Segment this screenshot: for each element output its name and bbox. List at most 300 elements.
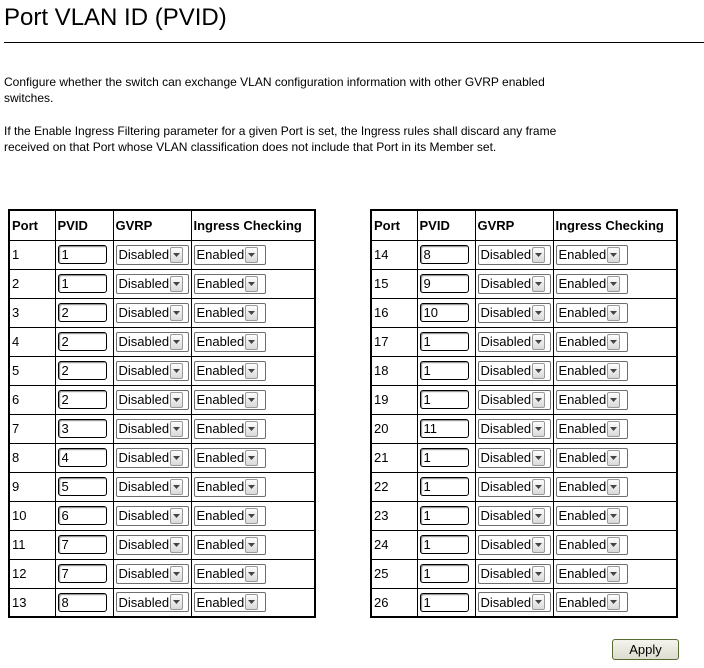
pvid-cell: [417, 443, 475, 472]
ingress-checking-value: Enabled: [196, 334, 245, 349]
gvrp-value: Disabled: [480, 392, 532, 407]
column-header-gvrp: GVRP: [113, 210, 191, 240]
gvrp-value: Disabled: [480, 247, 532, 262]
ingress-checking-value: Enabled: [196, 594, 245, 610]
pvid-input[interactable]: [58, 535, 107, 554]
chevron-down-icon[interactable]: [607, 450, 620, 466]
gvrp-select[interactable]: [116, 477, 189, 497]
ingress-cell: [191, 443, 315, 472]
pvid-input[interactable]: [420, 390, 469, 409]
port-number: 26: [371, 588, 417, 617]
table-row: [9, 385, 315, 414]
pvid-input[interactable]: [420, 506, 469, 525]
chevron-down-icon[interactable]: [532, 537, 545, 553]
ingress-cell: [553, 588, 677, 617]
chevron-down-icon[interactable]: [532, 305, 545, 321]
gvrp-cell: [113, 588, 191, 617]
port-number: 22: [371, 472, 417, 501]
gvrp-select[interactable]: [116, 564, 189, 584]
pvid-cell: [55, 472, 113, 501]
table-row: [371, 559, 677, 588]
table-row: [371, 501, 677, 530]
table-row: [9, 472, 315, 501]
ingress-cell: [191, 501, 315, 530]
chevron-down-icon[interactable]: [532, 566, 545, 582]
port-number: 16: [371, 298, 417, 327]
ingress-checking-select[interactable]: [194, 564, 266, 584]
ingress-checking-value: Enabled: [196, 479, 245, 494]
gvrp-value: Disabled: [480, 363, 532, 378]
pvid-input[interactable]: [420, 564, 469, 583]
gvrp-value: Disabled: [118, 392, 170, 407]
ingress-checking-select[interactable]: [194, 303, 266, 323]
port-number: 11: [9, 530, 55, 559]
table-row: [371, 414, 677, 443]
ingress-checking-value: Enabled: [558, 537, 607, 552]
pvid-cell: [55, 501, 113, 530]
gvrp-select[interactable]: [116, 448, 189, 468]
pvid-cell: [55, 530, 113, 559]
chevron-down-icon[interactable]: [170, 363, 183, 379]
chevron-down-icon[interactable]: [532, 247, 545, 263]
chevron-down-icon[interactable]: [532, 392, 545, 408]
gvrp-select[interactable]: [478, 332, 551, 352]
ingress-checking-select[interactable]: [556, 477, 628, 497]
gvrp-cell: [113, 327, 191, 356]
gvrp-select[interactable]: [116, 535, 189, 555]
pvid-input[interactable]: [420, 274, 469, 293]
pvid-input[interactable]: [420, 535, 469, 554]
chevron-down-icon[interactable]: [607, 479, 620, 495]
port-number: 1: [9, 240, 55, 269]
gvrp-cell: [113, 385, 191, 414]
port-number: 12: [9, 559, 55, 588]
ingress-checking-select[interactable]: [194, 274, 266, 294]
ingress-checking-value: Enabled: [558, 392, 607, 407]
gvrp-value: Disabled: [118, 334, 170, 349]
column-header-port: Port: [9, 210, 55, 240]
table-row: [371, 472, 677, 501]
gvrp-value: Disabled: [480, 334, 532, 349]
chevron-down-icon[interactable]: [607, 421, 620, 437]
gvrp-value: Disabled: [480, 479, 532, 494]
table-row: [9, 530, 315, 559]
ingress-cell: [553, 443, 677, 472]
gvrp-cell: [475, 385, 553, 414]
gvrp-select[interactable]: [116, 332, 189, 352]
chevron-down-icon[interactable]: [532, 450, 545, 466]
gvrp-cell: [113, 443, 191, 472]
ingress-checking-select[interactable]: [194, 535, 266, 555]
gvrp-select[interactable]: [478, 390, 551, 410]
pvid-cell: [55, 559, 113, 588]
gvrp-select[interactable]: [478, 419, 551, 439]
pvid-cell: [55, 356, 113, 385]
gvrp-value: Disabled: [118, 594, 170, 610]
column-header-ingress-checking: Ingress Checking: [553, 210, 677, 240]
port-number: 5: [9, 356, 55, 385]
port-number: 15: [371, 269, 417, 298]
title-divider: [4, 42, 704, 43]
pvid-table-right: [370, 209, 678, 618]
ingress-checking-value: Enabled: [196, 392, 245, 407]
ingress-checking-value: Enabled: [196, 508, 245, 523]
chevron-down-icon[interactable]: [245, 479, 258, 495]
chevron-down-icon[interactable]: [245, 566, 258, 582]
table-header-row: [371, 210, 677, 240]
gvrp-cell: [475, 530, 553, 559]
pvid-input[interactable]: [58, 419, 107, 438]
ingress-cell: [553, 327, 677, 356]
ingress-checking-value: Enabled: [558, 508, 607, 523]
gvrp-value: Disabled: [118, 479, 170, 494]
pvid-cell: [417, 501, 475, 530]
ingress-checking-select[interactable]: [556, 361, 628, 381]
gvrp-cell: [113, 414, 191, 443]
ingress-checking-select[interactable]: [194, 592, 266, 612]
chevron-down-icon[interactable]: [170, 508, 183, 524]
ingress-checking-value: Enabled: [558, 479, 607, 494]
pvid-input[interactable]: [420, 361, 469, 380]
chevron-down-icon[interactable]: [170, 479, 183, 495]
pvid-input[interactable]: [420, 303, 469, 322]
table-row: [9, 327, 315, 356]
gvrp-select[interactable]: [116, 592, 189, 612]
pvid-cell: [417, 298, 475, 327]
pvid-input[interactable]: [58, 390, 107, 409]
chevron-down-icon[interactable]: [532, 508, 545, 524]
ingress-cell: [553, 559, 677, 588]
ingress-checking-select[interactable]: [556, 506, 628, 526]
ingress-checking-value: Enabled: [196, 247, 245, 262]
gvrp-select[interactable]: [116, 390, 189, 410]
gvrp-value: Disabled: [480, 305, 532, 320]
ingress-checking-value: Enabled: [558, 276, 607, 291]
table-row: [371, 385, 677, 414]
table-header-row: [9, 210, 315, 240]
table-row: [9, 414, 315, 443]
ingress-checking-value: Enabled: [196, 421, 245, 436]
gvrp-value: Disabled: [118, 421, 170, 436]
ingress-checking-value: Enabled: [196, 276, 245, 291]
pvid-input[interactable]: [58, 448, 107, 467]
column-header-pvid: PVID: [55, 210, 113, 240]
chevron-down-icon[interactable]: [532, 479, 545, 495]
gvrp-select[interactable]: [116, 274, 189, 294]
chevron-down-icon[interactable]: [170, 537, 183, 553]
chevron-down-icon[interactable]: [245, 450, 258, 466]
ingress-checking-select[interactable]: [556, 332, 628, 352]
gvrp-value: Disabled: [480, 508, 532, 523]
ingress-cell: [191, 327, 315, 356]
ingress-checking-value: Enabled: [558, 334, 607, 349]
gvrp-value: Disabled: [118, 247, 170, 262]
chevron-down-icon[interactable]: [532, 334, 545, 350]
gvrp-select[interactable]: [478, 303, 551, 323]
ingress-checking-select[interactable]: [556, 419, 628, 439]
pvid-cell: [55, 298, 113, 327]
port-number: 2: [9, 269, 55, 298]
port-number: 13: [9, 588, 55, 617]
table-row: [371, 327, 677, 356]
gvrp-value: Disabled: [118, 566, 170, 581]
chevron-down-icon[interactable]: [245, 276, 258, 292]
table-row: [9, 298, 315, 327]
gvrp-cell: [475, 269, 553, 298]
gvrp-select[interactable]: [478, 535, 551, 555]
chevron-down-icon[interactable]: [245, 421, 258, 437]
gvrp-value: Disabled: [480, 566, 532, 581]
chevron-down-icon[interactable]: [170, 566, 183, 582]
ingress-checking-select[interactable]: [194, 361, 266, 381]
pvid-input[interactable]: [58, 245, 107, 264]
ingress-checking-value: Enabled: [196, 537, 245, 552]
chevron-down-icon[interactable]: [245, 537, 258, 553]
pvid-cell: [417, 472, 475, 501]
gvrp-select[interactable]: [478, 477, 551, 497]
gvrp-value: Disabled: [480, 276, 532, 291]
gvrp-cell: [113, 240, 191, 269]
chevron-down-icon[interactable]: [607, 594, 620, 610]
column-header-port: Port: [371, 210, 417, 240]
pvid-input[interactable]: [58, 593, 107, 612]
chevron-down-icon[interactable]: [170, 334, 183, 350]
gvrp-value: Disabled: [480, 537, 532, 552]
apply-button[interactable]: Apply: [612, 639, 679, 660]
chevron-down-icon[interactable]: [170, 594, 183, 610]
ingress-cell: [553, 385, 677, 414]
port-number: 6: [9, 385, 55, 414]
port-number: 9: [9, 472, 55, 501]
pvid-cell: [417, 269, 475, 298]
chevron-down-icon[interactable]: [170, 276, 183, 292]
pvid-input[interactable]: [420, 419, 469, 438]
gvrp-cell: [475, 501, 553, 530]
ingress-checking-value: Enabled: [558, 421, 607, 436]
port-number: 10: [9, 501, 55, 530]
gvrp-cell: [475, 472, 553, 501]
pvid-cell: [55, 327, 113, 356]
table-row: [371, 588, 677, 617]
pvid-input[interactable]: [420, 332, 469, 351]
port-number: 23: [371, 501, 417, 530]
ingress-checking-select[interactable]: [194, 448, 266, 468]
chevron-down-icon[interactable]: [245, 508, 258, 524]
chevron-down-icon[interactable]: [245, 392, 258, 408]
ingress-checking-select[interactable]: [556, 535, 628, 555]
ingress-cell: [553, 501, 677, 530]
table-row: [9, 240, 315, 269]
ingress-cell: [191, 298, 315, 327]
gvrp-select[interactable]: [116, 419, 189, 439]
gvrp-select[interactable]: [478, 274, 551, 294]
chevron-down-icon[interactable]: [245, 594, 258, 610]
chevron-down-icon[interactable]: [245, 305, 258, 321]
table-row: [9, 269, 315, 298]
ingress-checking-select[interactable]: [194, 245, 266, 265]
gvrp-value: Disabled: [480, 594, 532, 610]
gvrp-select[interactable]: [116, 245, 189, 265]
gvrp-cell: [113, 559, 191, 588]
chevron-down-icon[interactable]: [245, 247, 258, 263]
port-number: 19: [371, 385, 417, 414]
ingress-cell: [191, 472, 315, 501]
ingress-cell: [191, 240, 315, 269]
ingress-cell: [553, 530, 677, 559]
chevron-down-icon[interactable]: [607, 566, 620, 582]
ingress-checking-value: Enabled: [558, 594, 607, 610]
ingress-cell: [553, 240, 677, 269]
table-row: [9, 588, 315, 617]
chevron-down-icon[interactable]: [607, 276, 620, 292]
chevron-down-icon[interactable]: [532, 276, 545, 292]
pvid-cell: [417, 530, 475, 559]
gvrp-cell: [475, 356, 553, 385]
ingress-checking-value: Enabled: [558, 566, 607, 581]
gvrp-cell: [113, 269, 191, 298]
pvid-input[interactable]: [420, 477, 469, 496]
pvid-input[interactable]: [58, 506, 107, 525]
gvrp-select[interactable]: [478, 592, 551, 612]
column-header-ingress-checking: Ingress Checking: [191, 210, 315, 240]
ingress-checking-select[interactable]: [556, 245, 628, 265]
ingress-cell: [553, 269, 677, 298]
ingress-checking-value: Enabled: [558, 305, 607, 320]
column-header-gvrp: GVRP: [475, 210, 553, 240]
ingress-cell: [191, 559, 315, 588]
chevron-down-icon[interactable]: [245, 363, 258, 379]
gvrp-cell: [475, 588, 553, 617]
ingress-checking-select[interactable]: [556, 390, 628, 410]
gvrp-cell: [475, 327, 553, 356]
table-row: [371, 269, 677, 298]
gvrp-cell: [475, 240, 553, 269]
column-header-pvid: PVID: [417, 210, 475, 240]
ingress-checking-select[interactable]: [556, 592, 628, 612]
port-number: 3: [9, 298, 55, 327]
ingress-checking-value: Enabled: [196, 305, 245, 320]
pvid-input[interactable]: [58, 361, 107, 380]
chevron-down-icon[interactable]: [607, 537, 620, 553]
table-row: [9, 443, 315, 472]
ingress-checking-select[interactable]: [194, 332, 266, 352]
ingress-cell: [191, 356, 315, 385]
pvid-cell: [417, 327, 475, 356]
table-row: [9, 559, 315, 588]
gvrp-cell: [113, 298, 191, 327]
table-row: [371, 356, 677, 385]
chevron-down-icon[interactable]: [532, 363, 545, 379]
chevron-down-icon[interactable]: [607, 508, 620, 524]
pvid-cell: [55, 443, 113, 472]
ingress-checking-value: Enabled: [558, 363, 607, 378]
chevron-down-icon[interactable]: [607, 334, 620, 350]
pvid-input[interactable]: [420, 245, 469, 264]
table-row: [371, 443, 677, 472]
ingress-cell: [553, 298, 677, 327]
chevron-down-icon[interactable]: [607, 305, 620, 321]
table-row: [9, 356, 315, 385]
gvrp-select[interactable]: [478, 506, 551, 526]
chevron-down-icon[interactable]: [607, 247, 620, 263]
pvid-input[interactable]: [420, 448, 469, 467]
pvid-input[interactable]: [58, 477, 107, 496]
port-number: 7: [9, 414, 55, 443]
chevron-down-icon[interactable]: [170, 421, 183, 437]
ingress-checking-select[interactable]: [194, 477, 266, 497]
port-number: 14: [371, 240, 417, 269]
pvid-input[interactable]: [58, 332, 107, 351]
ingress-checking-select[interactable]: [556, 448, 628, 468]
ingress-cell: [553, 356, 677, 385]
ingress-checking-select[interactable]: [194, 419, 266, 439]
pvid-cell: [417, 414, 475, 443]
gvrp-cell: [475, 559, 553, 588]
gvrp-select[interactable]: [478, 361, 551, 381]
ingress-checking-value: Enabled: [558, 247, 607, 262]
gvrp-cell: [475, 298, 553, 327]
gvrp-select[interactable]: [478, 448, 551, 468]
ingress-cell: [553, 414, 677, 443]
chevron-down-icon[interactable]: [607, 392, 620, 408]
gvrp-select[interactable]: [116, 506, 189, 526]
port-number: 17: [371, 327, 417, 356]
gvrp-cell: [475, 414, 553, 443]
gvrp-select[interactable]: [116, 303, 189, 323]
pvid-input[interactable]: [420, 593, 469, 612]
pvid-cell: [55, 414, 113, 443]
gvrp-select[interactable]: [116, 361, 189, 381]
gvrp-value: Disabled: [118, 276, 170, 291]
gvrp-value: Disabled: [480, 421, 532, 436]
chevron-down-icon[interactable]: [532, 594, 545, 610]
ingress-checking-value: Enabled: [558, 450, 607, 465]
ingress-checking-select[interactable]: [556, 303, 628, 323]
gvrp-select[interactable]: [478, 245, 551, 265]
gvrp-select[interactable]: [478, 564, 551, 584]
chevron-down-icon[interactable]: [170, 305, 183, 321]
chevron-down-icon[interactable]: [607, 363, 620, 379]
port-number: 18: [371, 356, 417, 385]
table-row: [9, 501, 315, 530]
chevron-down-icon[interactable]: [170, 450, 183, 466]
port-number: 25: [371, 559, 417, 588]
port-number: 4: [9, 327, 55, 356]
gvrp-value: Disabled: [118, 305, 170, 320]
chevron-down-icon[interactable]: [532, 421, 545, 437]
pvid-input[interactable]: [58, 274, 107, 293]
gvrp-cell: [113, 530, 191, 559]
chevron-down-icon[interactable]: [170, 392, 183, 408]
ingress-checking-select[interactable]: [194, 390, 266, 410]
table-row: [371, 530, 677, 559]
page-title: Port VLAN ID (PVID): [4, 4, 227, 31]
chevron-down-icon[interactable]: [170, 247, 183, 263]
gvrp-cell: [113, 356, 191, 385]
ingress-checking-select[interactable]: [556, 564, 628, 584]
ingress-checking-select[interactable]: [556, 274, 628, 294]
ingress-checking-value: Enabled: [196, 566, 245, 581]
chevron-down-icon[interactable]: [245, 334, 258, 350]
pvid-input[interactable]: [58, 303, 107, 322]
gvrp-value: Disabled: [118, 537, 170, 552]
pvid-input[interactable]: [58, 564, 107, 583]
pvid-cell: [55, 588, 113, 617]
pvid-cell: [55, 240, 113, 269]
ingress-checking-select[interactable]: [194, 506, 266, 526]
port-number: 21: [371, 443, 417, 472]
ingress-cell: [191, 588, 315, 617]
